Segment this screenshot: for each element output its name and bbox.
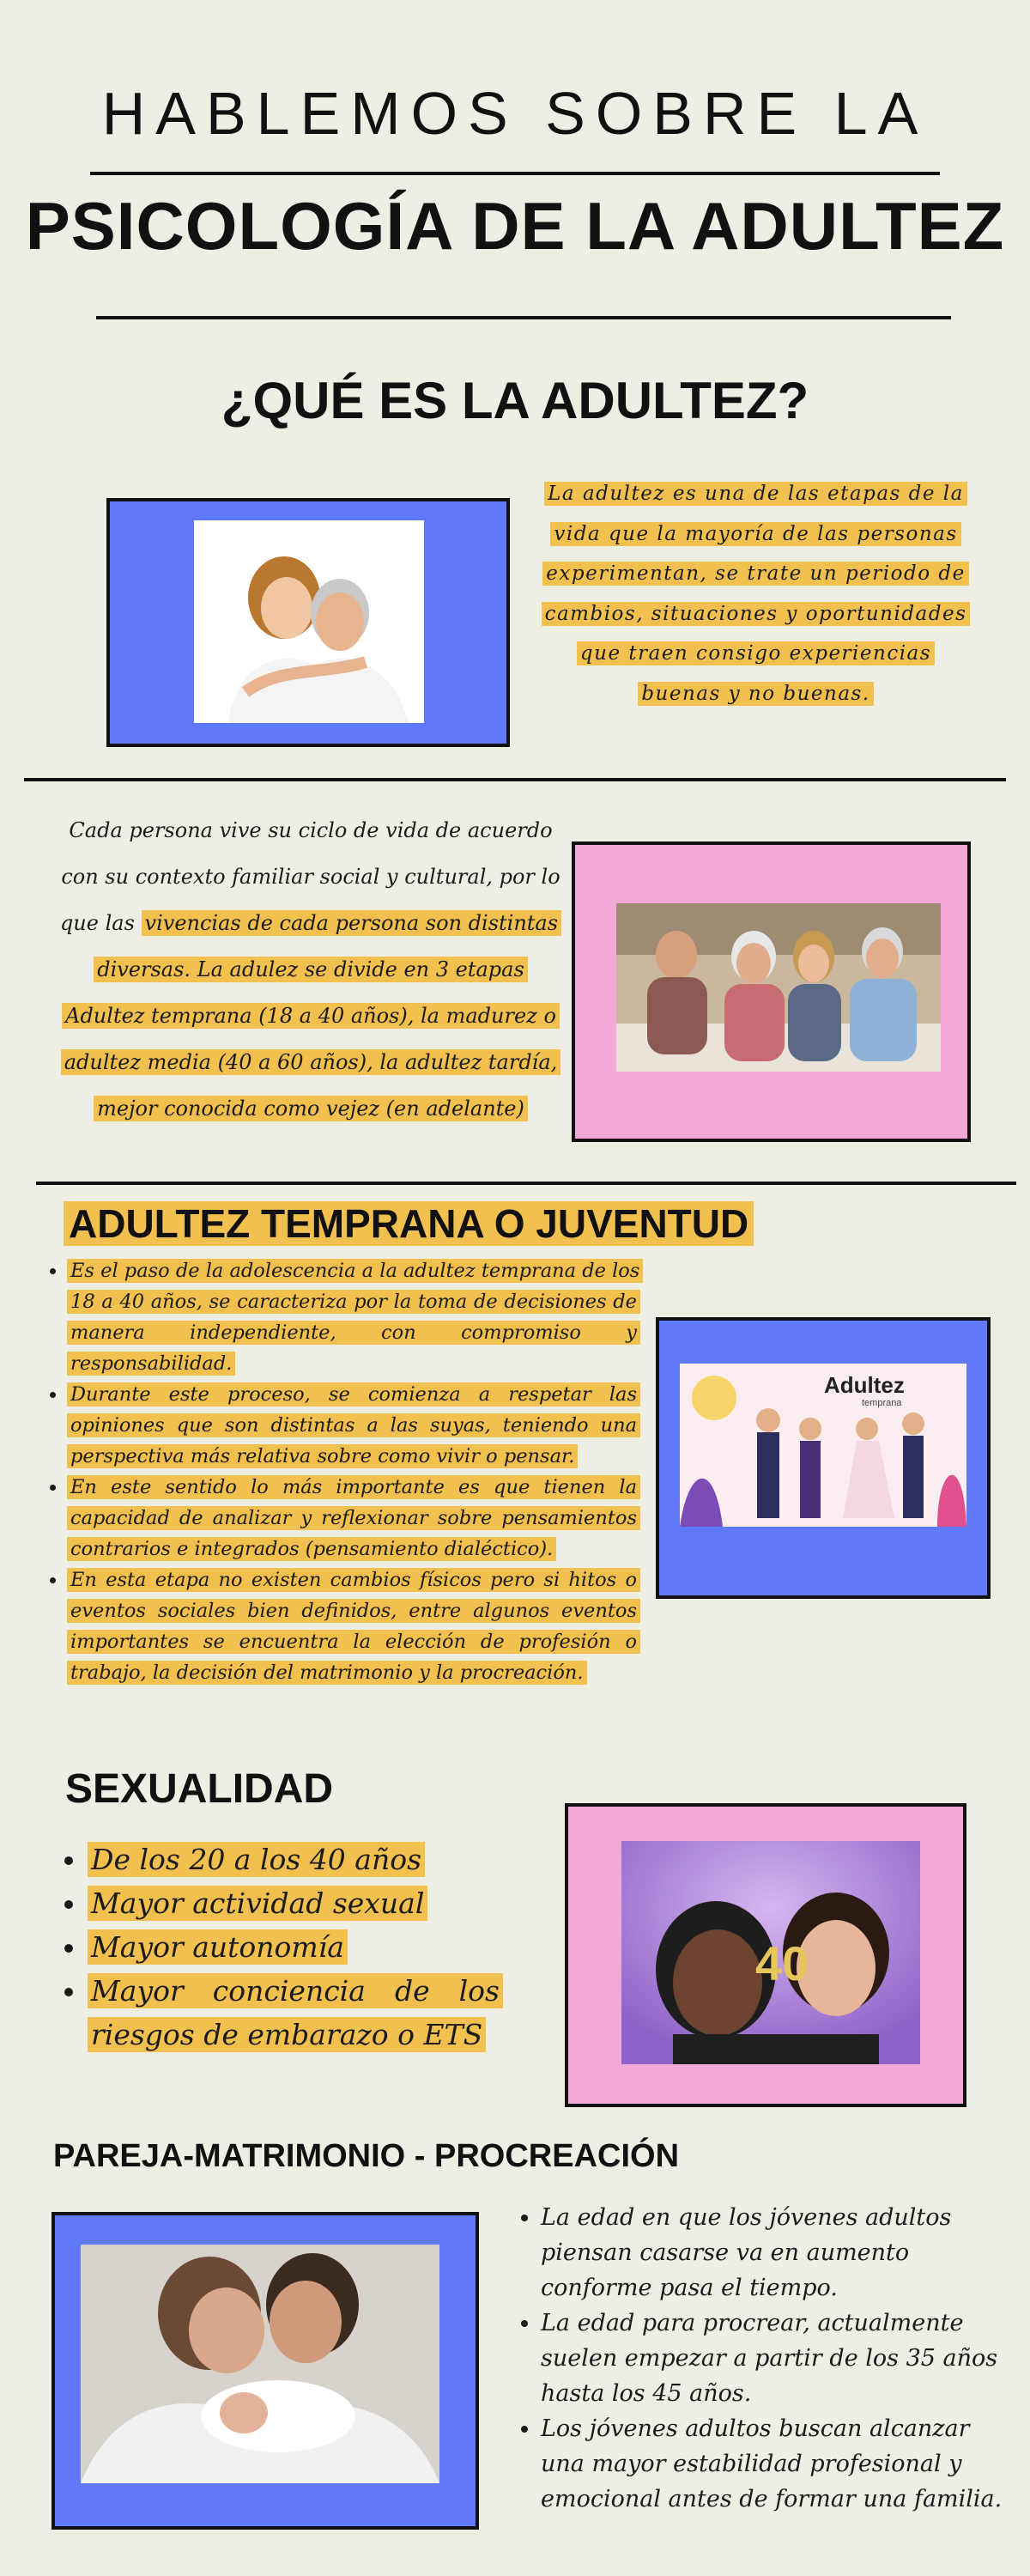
baby-photo-frame: [52, 2212, 479, 2530]
list-item: • La edad en que los jóvenes adultos piensan casarse va en aumento conforme pasa el tiempo.: [541, 2200, 1004, 2306]
list-item: [88, 1881, 503, 1925]
temprana-list: [48, 1255, 640, 1688]
list-item: [67, 1564, 640, 1688]
divider: [90, 172, 940, 175]
list-item-text: De los 20 a los 40 años: [88, 1842, 425, 1877]
cycle-intro: Cada persona vive su ciclo de vida de acuerdo con su contexto familiar social y cultural, por lo que las: [59, 818, 560, 935]
cycle-highlight: vivencias de cada persona son distintas diversas. La adulez se divide en 3 etapas Adultez temprana (18 a 40 años), la madurez o adultez media (40 a 60 años), la adultez tardía, mejor conocida como vejez (en adelante): [61, 910, 561, 1121]
temprana-bullets: [48, 1255, 640, 1688]
list-item-text: Es el paso de la adolescencia a la adultez temprana de los 18 a 40 años, se caracteriza por la toma de decisiones de manera independiente, con compromiso y responsabilidad.: [67, 1259, 643, 1376]
list-item-text: Mayor actividad sexual: [88, 1886, 427, 1921]
list-item: [88, 1925, 503, 1969]
list-item-text: Durante este proceso, se comienza a respetar las opiniones que son distintas a las suyas, teniendo una perspectiva más relativa sobre como vivir o pensar.: [67, 1382, 640, 1468]
list-item: [67, 1472, 640, 1564]
couple-photo: [194, 520, 424, 723]
pareja-list: [517, 2200, 1004, 2517]
temprana-illustration-title: Adultez: [824, 1372, 905, 1398]
sexualidad-bullets: [65, 1838, 503, 2057]
divider: [96, 316, 951, 319]
family-photo: [616, 903, 941, 1072]
list-item: [67, 1255, 640, 1379]
list-item: [88, 1969, 503, 2057]
what-is-paragraph: [539, 474, 972, 714]
list-item: • Los jóvenes adultos buscan alcanzar una mayor estabilidad profesional y emocional antes de formar una familia.: [541, 2411, 1004, 2517]
sexualidad-list: [65, 1838, 503, 2057]
temprana-title-text: ADULTEZ TEMPRANA O JUVENTUD: [64, 1201, 754, 1246]
divider: [36, 1182, 1016, 1185]
pareja-bullets: [517, 2200, 1004, 2517]
temprana-illustration: [680, 1364, 966, 1527]
sexualidad-photo: [621, 1841, 920, 2064]
balloon-number: 40: [755, 1936, 809, 1990]
cycle-paragraph: [53, 807, 568, 1132]
list-item-text: En este sentido lo más importante es que tienen la capacidad de analizar y reflexionar sobre pensamientos contrarios e integrados (pensamiento dialéctico).: [67, 1475, 640, 1561]
list-item: [67, 1379, 640, 1472]
list-item-text: En esta etapa no existen cambios físicos pero si hitos o eventos sociales bien definidos, entre algunos eventos importantes se encuentra la elección de profesión o trabajo, la decisión del matrimonio y la procreación.: [67, 1568, 640, 1685]
section-title-sexualidad: SEXUALIDAD: [65, 1766, 334, 1812]
header-kicker: HABLEMOS SOBRE LA: [101, 80, 929, 147]
section-title-what-is: ¿QUÉ ES LA ADULTEZ?: [221, 372, 809, 429]
section-title-pareja: PAREJA-MATRIMONIO - PROCREACIÓN: [53, 2138, 680, 2174]
what-is-text: La adultez es una de las etapas de la vida que la mayoría de las personas experimentan, se trate un periodo de cambios, situaciones y oportunidades que traen consigo experiencias buenas y no buenas.: [542, 482, 971, 706]
sexualidad-photo-frame: [565, 1803, 966, 2107]
divider: [24, 778, 1006, 781]
temprana-illustration-subtitle: temprana: [862, 1398, 902, 1408]
family-photo-frame: [572, 841, 971, 1142]
list-item: [88, 1838, 503, 1881]
temprana-illustration-frame: [656, 1317, 991, 1599]
list-item-text: Mayor conciencia de los riesgos de embarazo o ETS: [88, 1973, 503, 2052]
page-title: PSICOLOGÍA DE LA ADULTEZ: [25, 188, 1005, 264]
list-item-text: Mayor autonomía: [88, 1929, 348, 1965]
couple-photo-frame: [106, 498, 510, 747]
baby-photo: [81, 2245, 439, 2483]
list-item: • La edad para procrear, actualmente suelen empezar a partir de los 35 años hasta los 45 años.: [541, 2306, 1004, 2411]
section-title-temprana: [64, 1200, 754, 1247]
